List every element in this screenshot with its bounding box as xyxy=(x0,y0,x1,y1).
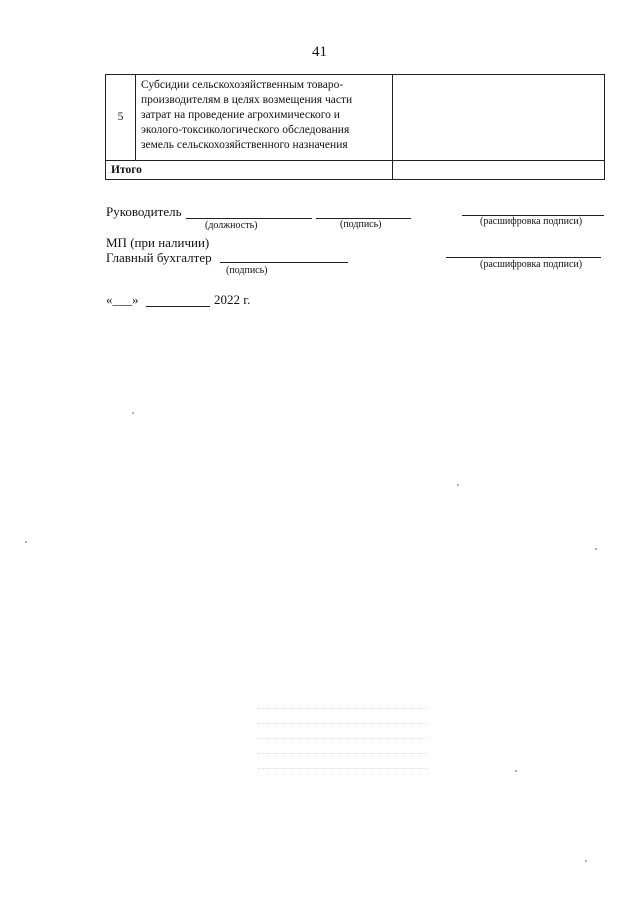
decoding-caption: (расшифровка подписи) xyxy=(480,216,583,227)
accountant-signature-caption: (подпись) xyxy=(226,265,268,276)
date-day: «___» xyxy=(106,292,139,307)
scan-speck xyxy=(585,860,587,862)
position-line xyxy=(186,218,312,219)
position-caption: (должность) xyxy=(205,220,258,231)
total-label: Итого xyxy=(106,161,393,180)
accountant-label: Главный бухгалтер xyxy=(106,250,212,265)
scan-speck xyxy=(132,412,134,414)
head-label: Руководитель xyxy=(106,204,182,219)
description-line: эколого-токсикологического обследования xyxy=(141,124,350,136)
signature-caption: (подпись) xyxy=(340,219,382,230)
page-number: 41 xyxy=(312,44,327,60)
faint-stamp-mark xyxy=(258,700,428,775)
scan-speck xyxy=(25,541,27,543)
description-line: Субсидии сельскохозяйственным товаро- xyxy=(141,79,344,91)
description-line: затрат на проведение агрохимического и xyxy=(141,109,340,121)
stamp-label: МП (при наличии) xyxy=(106,235,210,250)
description-line: производителям в целях возмещения части xyxy=(141,94,353,106)
accountant-decoding-line xyxy=(446,257,601,258)
row-number: 5 xyxy=(106,75,136,161)
date-month-line xyxy=(146,306,210,307)
scan-speck xyxy=(457,484,459,486)
accountant-decoding-caption: (расшифровка подписи) xyxy=(480,259,583,270)
description-line: земель сельскохозяйственного назначения xyxy=(141,139,348,151)
accountant-signature-line xyxy=(220,262,348,263)
scan-speck xyxy=(515,770,517,772)
scan-speck xyxy=(595,548,597,550)
date-year: 2022 г. xyxy=(214,292,251,307)
